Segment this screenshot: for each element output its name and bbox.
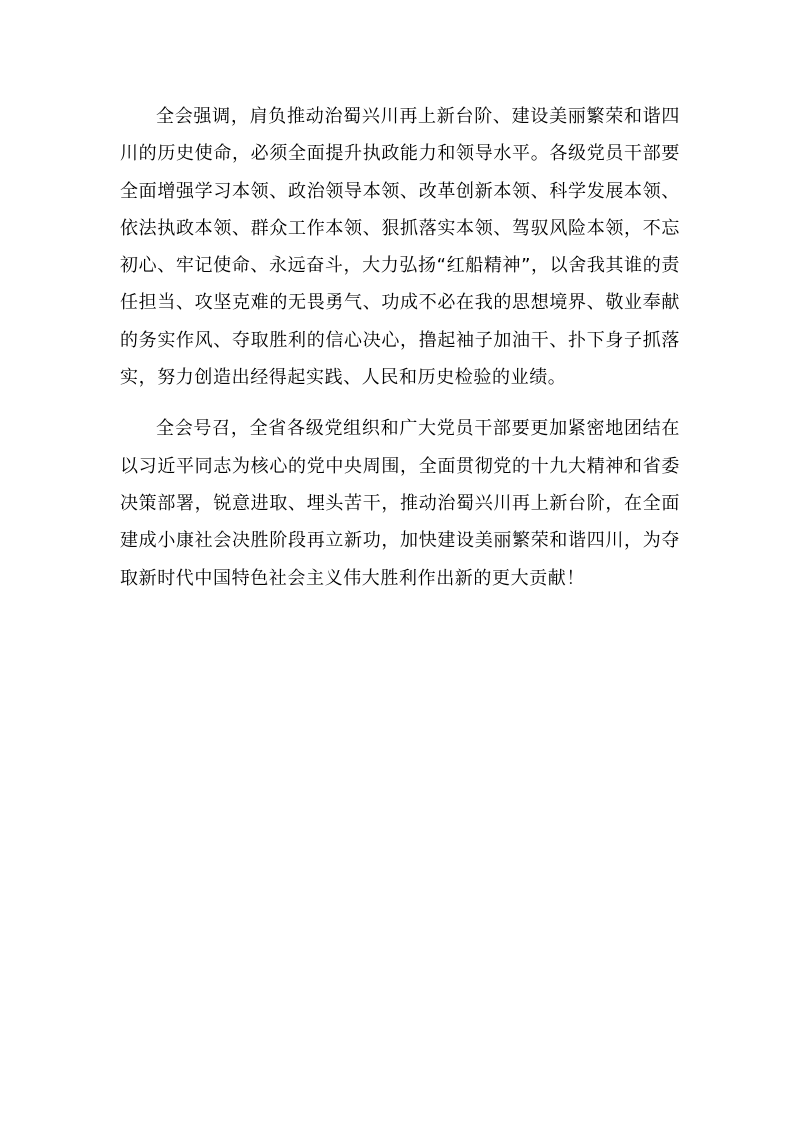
paragraph-emphasis: 全会强调，肩负推动治蜀兴川再上新台阶、建设美丽繁荣和谐四川的历史使命，必须全面提升执政能力和领导水平。各级党员干部要全面增强学习本领、政治领导本领、改革创新本领、科学发展本领、依法执政本领、群众工作本领、狠抓落实本领、驾驭风险本领，不忘初心、牢记使命、永远奋斗，大力弘扬“红船精神”，以舍我其谁的责任担当、攻坚克难的无畏勇气、功成不必在我的思想境界、敬业奉献的务实作风、夺取胜利的信心决心，撸起袖子加油干、扑下身子抓落实，努力创造出经得起实践、人民和历史检验的业绩。 — [120, 106, 680, 389]
paragraph-call: 全会号召，全省各级党组织和广大党员干部要更加紧密地团结在以习近平同志为核心的党中央周围，全面贯彻党的十九大精神和省委决策部署，锐意进取、埋头苦干，推动治蜀兴川再上新台阶，在全面建成小康社会决胜阶段再立新功，加快建设美丽繁荣和谐四川，为夺取新时代中国特色社会主义伟大胜利作出新的更大贡献！ — [120, 418, 680, 589]
document-body — [120, 98, 680, 611]
